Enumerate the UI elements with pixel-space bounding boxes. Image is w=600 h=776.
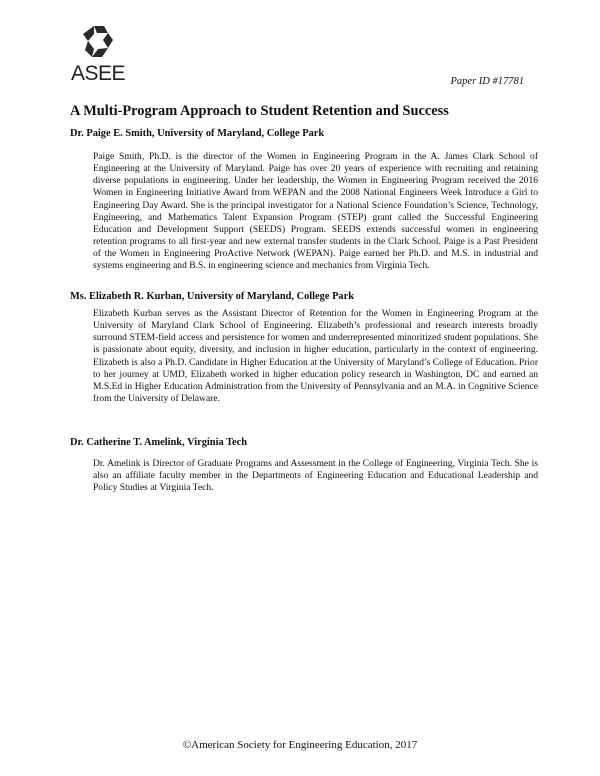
asee-star-icon [66,22,130,62]
author-bio: Paige Smith, Ph.D. is the director of the Women in Engineering Program in the A. James Clark School of Engineering at the University of Maryland. Paige has over 20 years of experience with recruiting and retaining diverse populations in engineering. Under her leadership, the Women in Engineering Program received the 2016 Women in Engineering Initiative Award from WEPAN and the 2008 National Engineers Week Introduce a Girl to Engineering Day Award. She is the principal investigator for a National Science Foundation’s Science, Technology, Engineering, and Mathematics Talent Expansion Program (STEP) grant called the Successful Engineering Education and Development Support (SEEDS) Program. SEEDS extends successful women in engineering retention programs to all first-year and new external transfer students in the Clark School. Paige is a Past President of the Women in Engineering ProActive Network (WEPAN). Paige earned her Ph.D. and M.S. in industrial and systems engineering and B.S. in engineering science and mechanics from Virginia Tech. [93,151,538,272]
footer-copyright [0,739,600,751]
author-name: Dr. Paige E. Smith, University of Maryland, College Park [70,128,325,139]
author-name: Ms. Elizabeth R. Kurban, University of Maryland, College Park [70,291,354,302]
logo-text: ASEE [70,62,126,85]
asee-logo [66,22,130,88]
footer-text: American Society for Engineering Education, 2017 [191,739,418,751]
copyright-symbol: © [182,739,192,751]
paper-title: A Multi-Program Approach to Student Retention and Success [70,103,449,119]
author-name: Dr. Catherine T. Amelink, Virginia Tech [70,437,248,448]
author-bio: Dr. Amelink is Director of Graduate Programs and Assessment in the College of Engineering, Virginia Tech. She is also an affiliate faculty member in the Departments of Engineering Education and Educational Leadership and Policy Studies at Virginia Tech. [93,458,538,494]
paper-id: Paper ID #17781 [450,76,524,87]
author-bio: Elizabeth Kurban serves as the Assistant Director of Retention for the Women in Engineering Program at the University of Maryland Clark School of Engineering. Elizabeth’s professional and research interests broadly surround STEM-field access and persistence for women and underrepresented minoritized student populations. She is passionate about equity, diversity, and inclusion in higher education, particularly in the context of engineering. Elizabeth is also a Ph.D. Candidate in Higher Education at the University of Maryland’s College of Education. Prior to her journey at UMD, Elizabeth worked in higher education policy research in Washington, DC and earned an M.S.Ed in Higher Education Administration from the University of Pennsylvania and an M.A. in Cognitive Science from the University of Delaware. [93,308,538,405]
